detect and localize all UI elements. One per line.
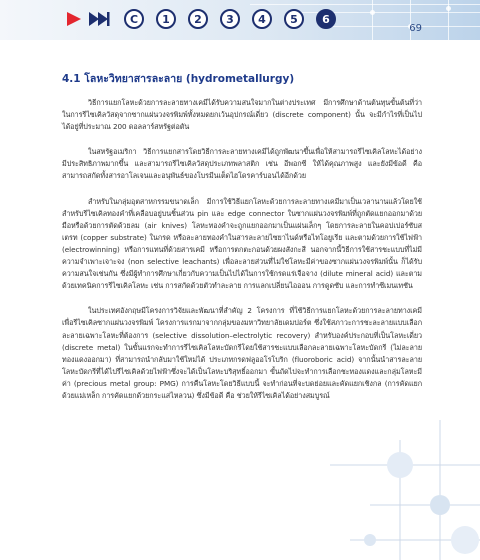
header-decoration	[250, 4, 480, 5]
header-decoration	[372, 0, 373, 40]
chapter-button-5[interactable]: 5	[284, 9, 304, 29]
fast-forward-icon[interactable]	[88, 11, 110, 27]
paragraph: สำหรับในกลุ่มอุตสาหกรรมขนาดเล็ก มีการใช้วิธีแยกโลหะด้วยการละลายทางเคมีมาเป็นเวลานานแล้วโดยใช้สำหรับรีไซเคิลทองคำที่เคลือบอยู่บนชิ้นส่วน pin และ edge connector ในซากแผ่นวงจรพิมพ์ที่ถูกตัดแยกออกมาด้วยมือหรือด้วยการตัดด้วยลม (air knives) โลหะทองคำจะถูกแยกออกมาเป็นแผ่นเล็กๆ โดยการละลายในคอปเปอร์ซับสเตรท (copper substrate) ในกรด หรือละลายทองคำในสารละลายไซยาไนด์หรือไทโอยูเรีย และตามด้วยการใช้ไฟฟ้า (electrowinning) หรือการแทนที่ด้วยสารเคมี หรือการตกตะกอนด้วยผงสังกะสี นอกจากนี้วิธีการใช้สารชะแบบที่ไม่มีความจำเพาะเจาะจง (non selective leachants) เพื่อละลายส่วนที่ไม่ใช่โลหะมีค่าของซากแผ่นวงจรพิมพ์นั้น ก็ได้รับความสนใจเช่นกัน ซึ่งมีผู้ทำการศึกษาเกี่ยวกับความเป็นไปได้ในการใช้กรดแร่เจือจาง (dilute mineral acid) และตามด้วยเทคนิคการรีไซเคิลโลหะ เช่น การสกัดด้วยตัวทำละลาย การแลกเปลี่ยนไอออน การดูดซับ และการทำซีเมนเทชัน	[62, 196, 422, 291]
page-number: 69	[409, 23, 422, 34]
paragraph: ในประเทศอังกฤษมีโครงการวิจัยและพัฒนาที่สำคัญ 2 โครงการ ที่ใช้วิธีการแยกโลหะด้วยการละลายทางเคมีเพื่อรีไซเคิลซากแผ่นวงจรพิมพ์ โครงการแรกมาจากกลุ่มของมหาวิทยาลัยเดมปอร์ต ซึ่งใช้สภาวะการชะละลายแบบเลือกละลายเฉพาะโลหะที่ต้องการ (selective dissolution–electrolytic recovery) สำหรับองค์ประกอบที่เป็นโลหะเดี่ยว (discrete metal) ในขั้นแรกจะทำการรีไซเคิลโลหะบัดกรีโดยใช้สารชะแบบเลือกละลายเฉพาะโลหะบัดกรี (ไม่ละลายทองแดงออกมา) ที่สามารถนำกลับมาใช้ใหม่ได้ ประเภทกรดฟลูออโรโบริก (fluoroboric acid) จากนั้นนำสารละลายโลหะบัดกรีที่ได้ไปรีไซเคิลด้วยไฟฟ้าซึ่งจะได้เป็นโลหะบริสุทธิ์ออกมา ขั้นถัดไปจะทำการเลือกชะทองแดงและกลุ่มโลหะมีค่า (precious metal group: PMG) การคืนโลหะโดยวิธีแบบนี้ จะทำก่อนที่จะบดย่อยและคัดแยกเชิงกล (การคัดแยกด้วยแม่เหล็ก การคัดแยกด้วยกระแสไหลวน) ซึ่งมีข้อดี คือ ช่วยให้รีไซเคิลได้อย่างสมบูรณ์	[62, 306, 422, 400]
header-decoration	[446, 6, 451, 11]
chapter-navigation	[66, 8, 348, 30]
header-decoration	[370, 10, 375, 15]
chapter-button-2[interactable]: 2	[188, 9, 208, 29]
play-icon[interactable]	[66, 11, 82, 27]
header-decoration	[330, 26, 480, 27]
chapter-button-c[interactable]: C	[124, 9, 144, 29]
chapter-button-4[interactable]: 4	[252, 9, 272, 29]
page-content	[62, 70, 422, 415]
section-title: 4.1 โลหะวิทยาสารละลาย (hydrometallurgy)	[62, 73, 295, 85]
header-decoration	[410, 0, 411, 40]
corner-decoration	[310, 410, 480, 560]
paragraph: ในสหรัฐอเมริกา วิธีการแยกสารโดยวิธีการละลายทางเคมีได้ถูกพัฒนาขึ้นเพื่อให้สามารถรีไซเคิลโลหะได้อย่างมีประสิทธิภาพมากขึ้น และสามารถรีไซเคิลวัสดุประเภทพลาสติก เช่น อีพอกซี ให้ได้คุณภาพสูง และยังมีข้อดี คือ สามารถสกัดทั้งสารอาโลเจนและอนุพันธ์ของโบรมีนเต็ดไฮโดรคาร์บอนได้อีกด้วย	[62, 147, 422, 181]
paragraph: วิธีการแยกโลหะด้วยการละลายทางเคมีได้รับความสนใจมากในต่างประเทศ มีการศึกษาด้านต้นทุนขั้นต้นที่ว่าในการรีไซเคิลวัสดุจากซากแผ่นวงจรพิมพ์ทั้งหมดยกเว้นอุปกรณ์เดี่ยว (discrete component) นั้น จะมีกำไรที่เป็นไปได้อยู่ที่ประมาณ 200 ดอลลาร์สหรัฐต่อตัน	[62, 98, 422, 132]
header-band	[0, 0, 480, 40]
chapter-button-1[interactable]: 1	[156, 9, 176, 29]
chapter-button-3[interactable]: 3	[220, 9, 240, 29]
chapter-button-6[interactable]: 6	[316, 9, 336, 29]
